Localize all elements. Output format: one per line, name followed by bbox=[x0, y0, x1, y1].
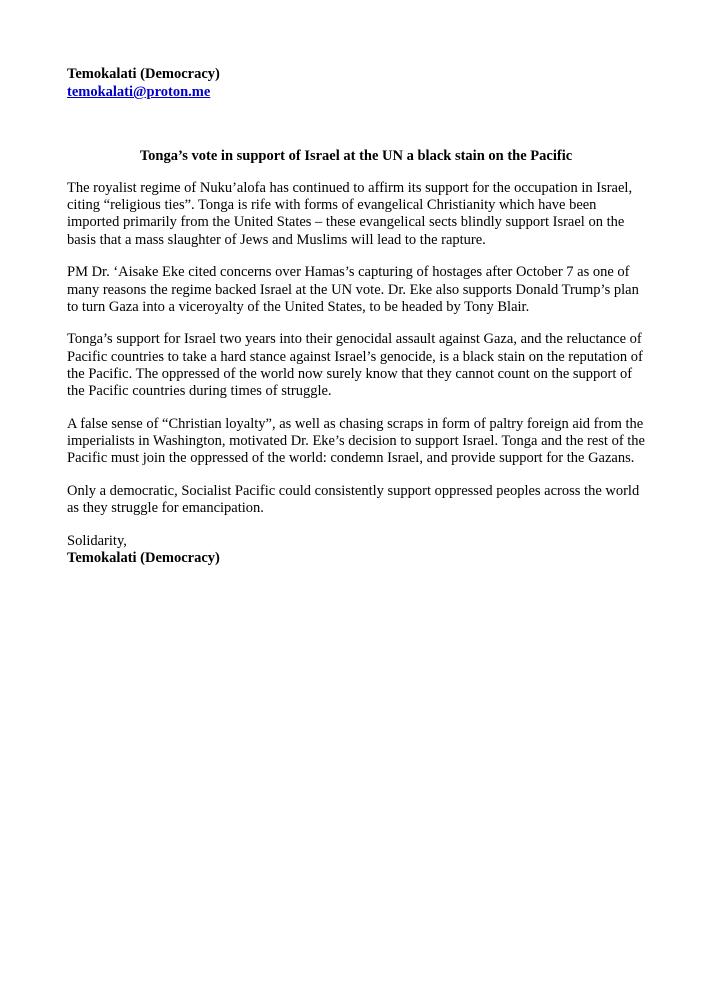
email-link[interactable]: temokalati@proton.me bbox=[67, 84, 211, 100]
document-title: Tonga’s vote in support of Israel at the UN a black stain on the Pacific bbox=[139, 148, 573, 164]
paragraph-5: Only a democratic, Socialist Pacific could consistently support oppressed peoples across the world as they struggle for emancipation. bbox=[67, 482, 640, 517]
paragraph-1: The royalist regime of Nuku’alofa has continued to affirm its support for the occupation in Israel, citing “religious ties”. Tonga is rife with forms of evangelical Christianity which have been imported primarily from the United States – these evangelical sects blindly support Israel on the basis that a mass slaughter of Jews and Muslims will lead to the rapture. bbox=[67, 180, 633, 248]
closing-signature: Temokalati (Democracy) bbox=[67, 549, 220, 566]
paragraph-4: A false sense of “Christian loyalty”, as well as chasing scraps in form of paltry foreign aid from the imperialists in Washington, motivated Dr. Eke’s decision to support Israel. Tonga and the rest of the Pacific must join the oppressed of the world: condemn Israel, and provide support for the Gazans. bbox=[67, 415, 645, 467]
document-page bbox=[67, 66, 645, 567]
closing-salutation: Solidarity, bbox=[67, 532, 127, 549]
organization-name: Temokalati (Democracy) bbox=[67, 66, 220, 82]
paragraph-2: PM Dr. ‘Aisake Eke cited concerns over Hamas’s capturing of hostages after October 7 as one of many reasons the regime backed Israel at the UN vote. Dr. Eke also supports Donald Trump’s plan to turn Gaza into a viceroyalty of the United States, to be headed by Tony Blair. bbox=[67, 264, 639, 315]
paragraph-3: Tonga’s support for Israel two years into their genocidal assault against Gaza, and the reluctance of Pacific countries to take a hard stance against Israel’s genocide, is a black stain on the reputation of the Pacific. The oppressed of the world now surely know that they cannot count on the support of the Pacific countries during times of struggle. bbox=[67, 331, 643, 400]
